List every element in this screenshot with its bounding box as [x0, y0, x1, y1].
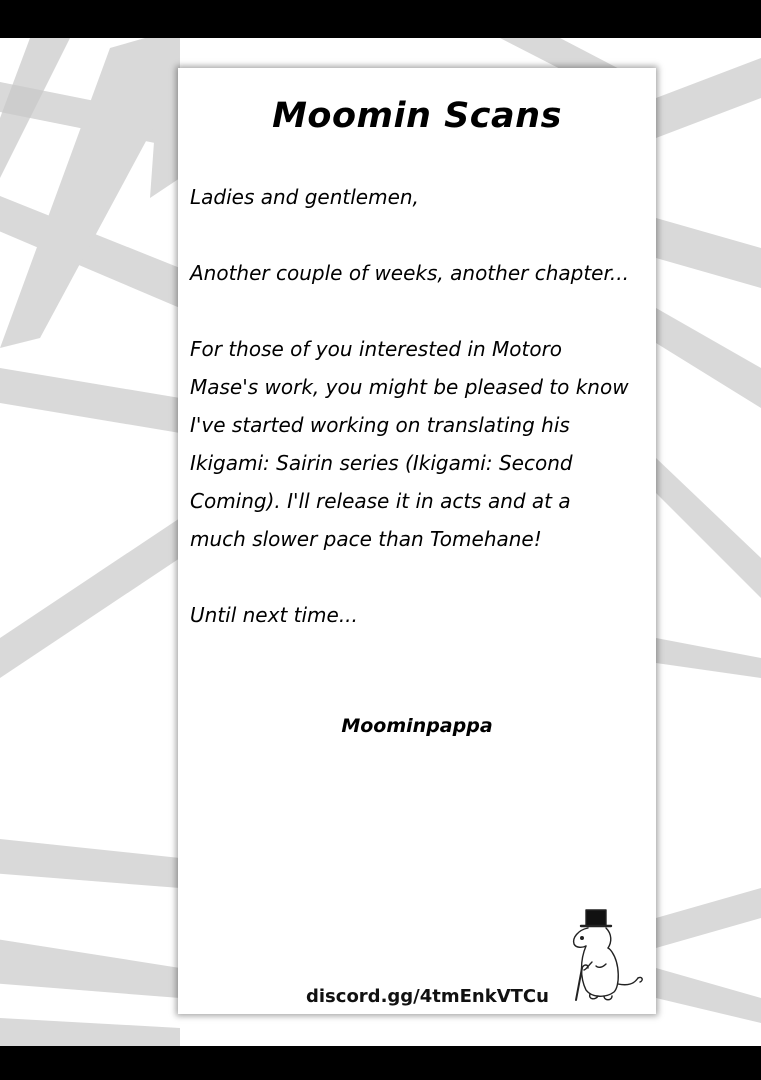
discord-link[interactable]: discord.gg/4tmEnkVTCu — [306, 986, 549, 1007]
bottom-black-bar — [0, 1046, 761, 1080]
note-card — [178, 68, 656, 1014]
letter-paragraph: For those of you interested in Motoro Mase's work, you might be pleased to know I've started working on translating his Ikigami: Sairin series (Ikigami: Second Coming). I'll release it in acts and at a much slower pace than Tomehane! — [190, 337, 629, 551]
letter-paragraph: Another couple of weeks, another chapter... — [190, 261, 629, 285]
note-title: Moomin Scans — [272, 96, 562, 136]
signature: Moominpappa — [341, 715, 493, 737]
letter-body — [190, 178, 650, 634]
letter-paragraph: Until next time... — [190, 603, 358, 627]
letter-paragraph: Ladies and gentlemen, — [190, 185, 419, 209]
top-black-bar — [0, 0, 761, 38]
moominpappa-icon — [562, 904, 646, 1004]
